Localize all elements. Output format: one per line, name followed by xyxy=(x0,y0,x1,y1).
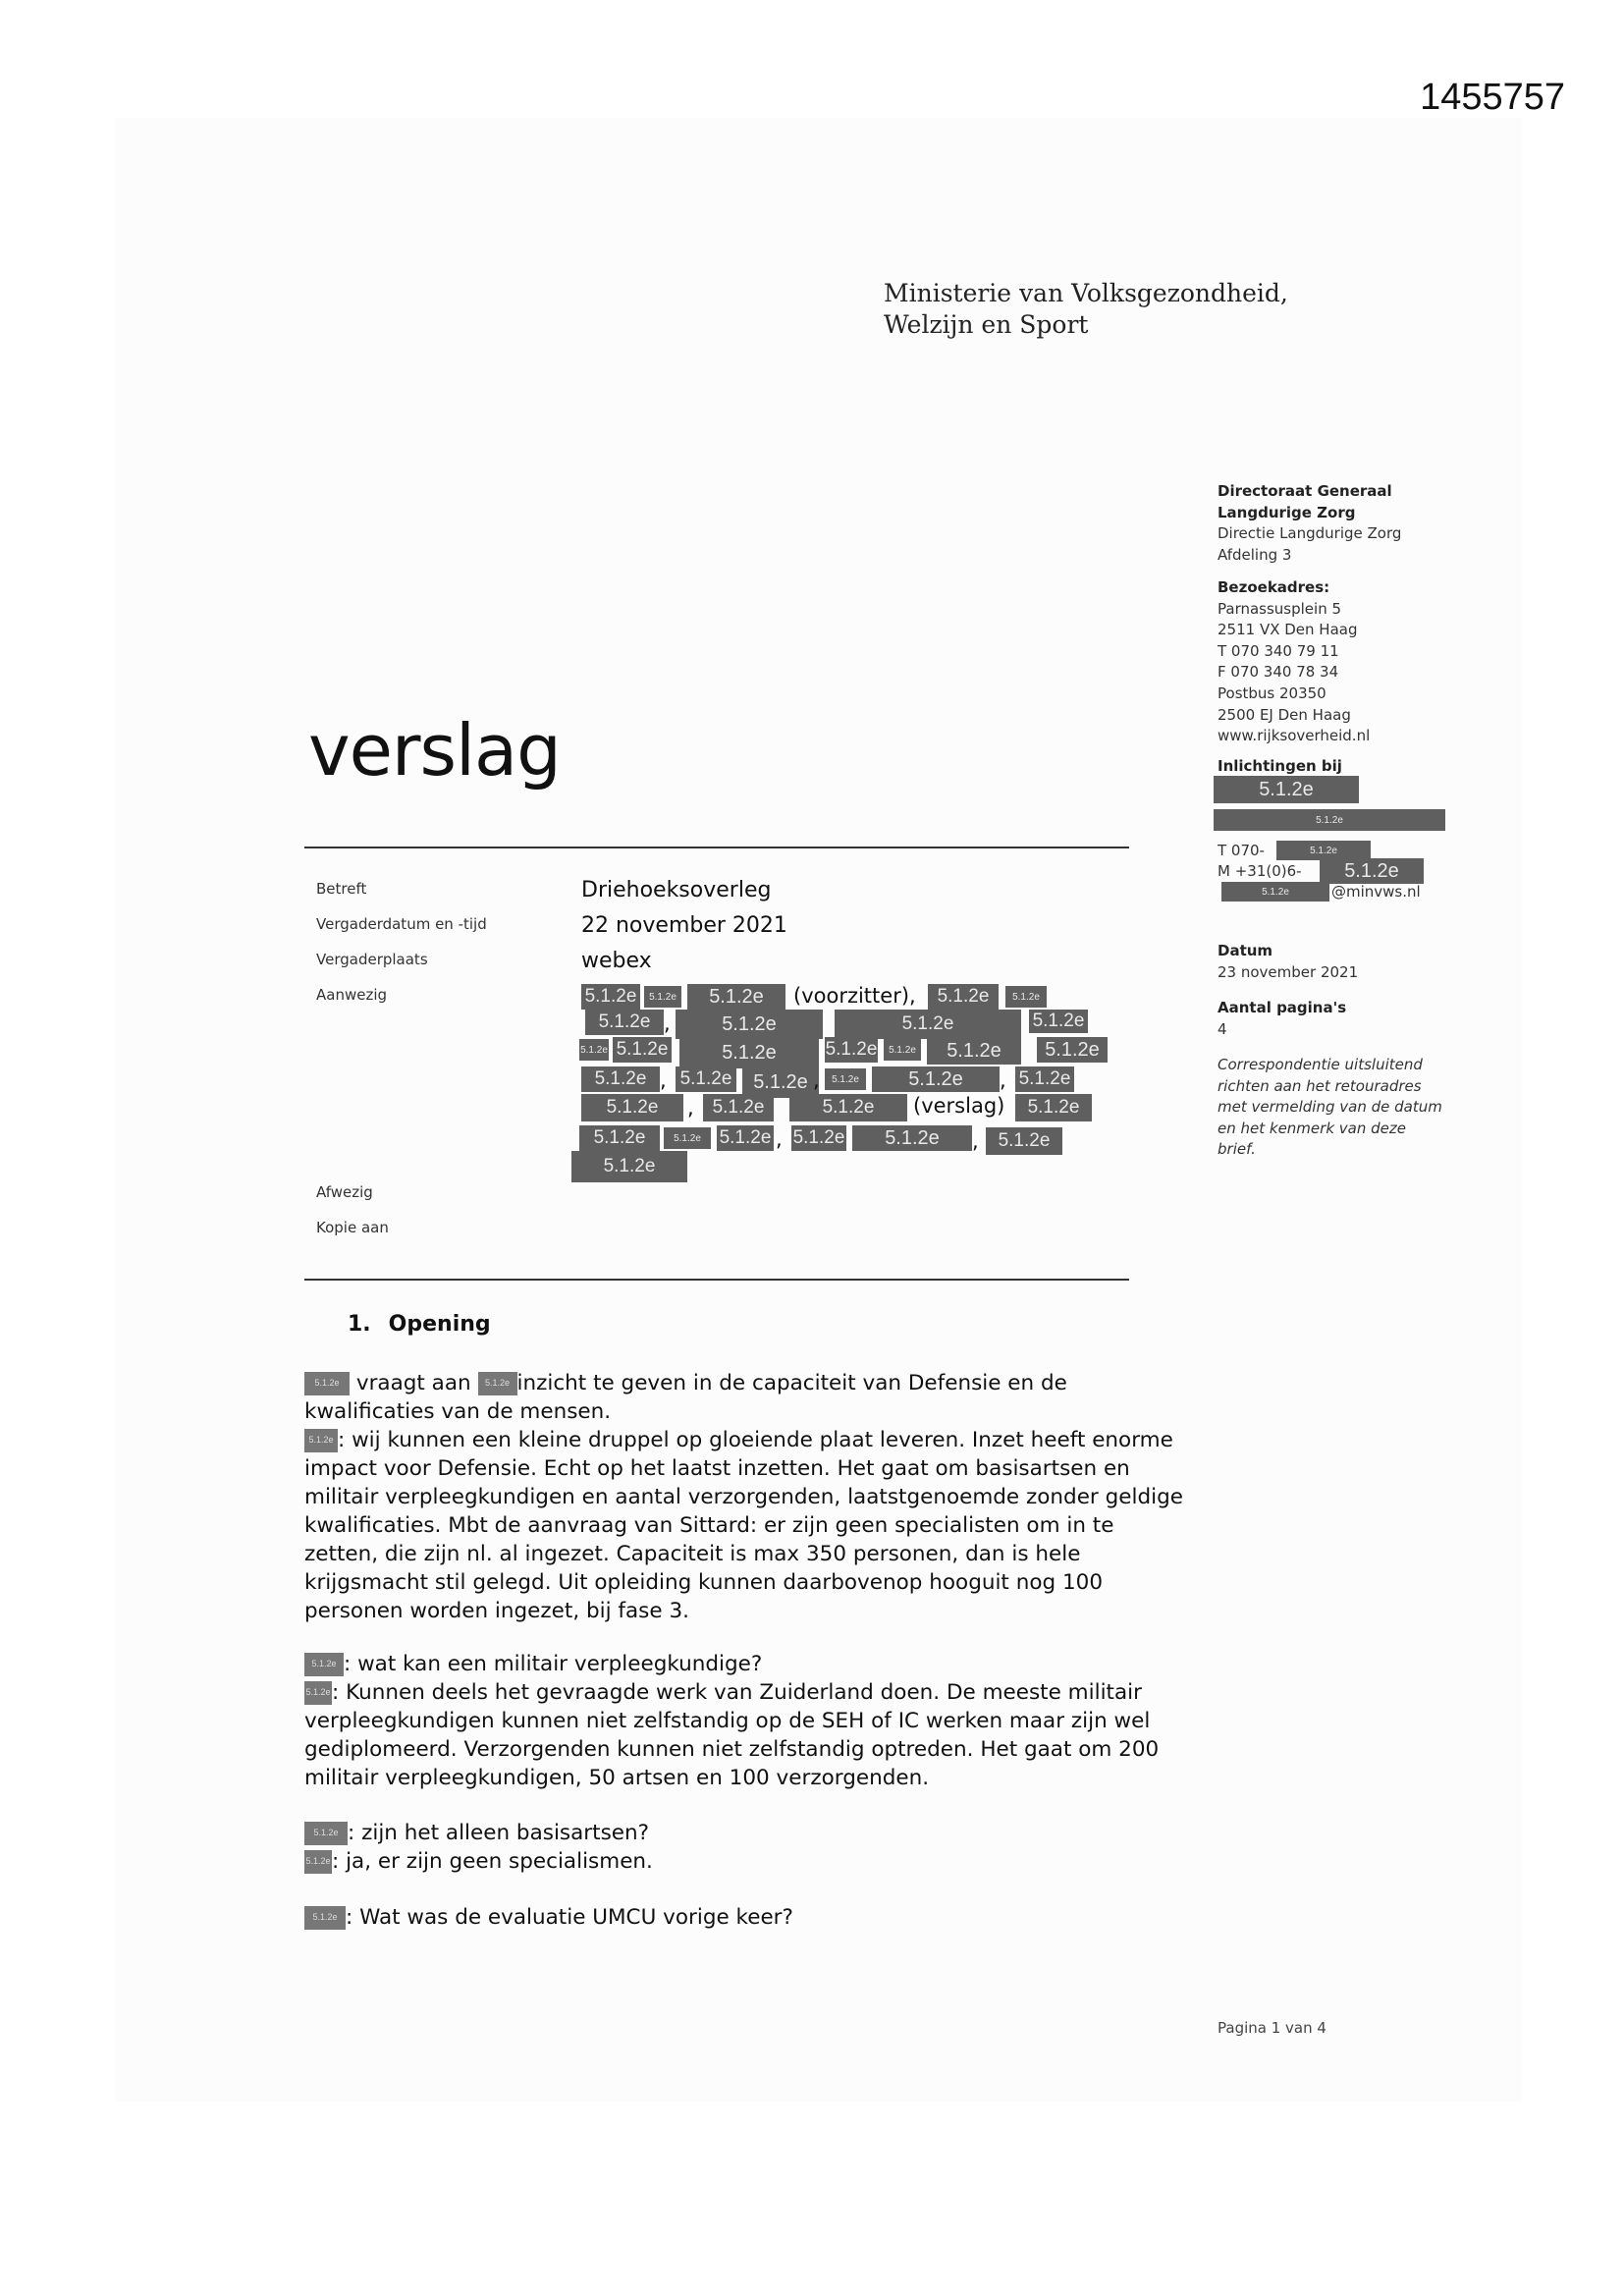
bottom-divider xyxy=(304,1279,1129,1281)
sidebar-org xyxy=(1218,481,1401,566)
contact-mobile-prefix: M +31(0)6- xyxy=(1218,862,1302,880)
redaction: 5.1.2e xyxy=(676,1066,736,1092)
redaction: 5.1.2e xyxy=(1015,1094,1092,1121)
document-id: 1455757 xyxy=(1420,77,1565,118)
redaction: 5.1.2e xyxy=(687,984,785,1010)
logo-line-2: Welzijn en Sport xyxy=(884,310,1089,339)
redaction: 5.1.2e xyxy=(644,986,681,1008)
email-suffix: @minvws.nl xyxy=(1331,883,1421,901)
comma: , xyxy=(687,1096,694,1120)
value-plaats: webex xyxy=(581,949,652,973)
section-heading xyxy=(348,1312,491,1337)
datum-label: Datum xyxy=(1218,942,1273,959)
contact-phone-prefix: T 070- xyxy=(1218,842,1265,859)
comma: , xyxy=(972,1129,979,1153)
paginas-value: 4 xyxy=(1218,1019,1227,1038)
corr-line-4: en het kenmerk van deze xyxy=(1218,1119,1406,1137)
sidebar-date xyxy=(1218,941,1358,983)
redaction: 5.1.2e xyxy=(1015,1066,1074,1092)
comma: , xyxy=(1000,1068,1006,1092)
sidebar-address xyxy=(1218,577,1370,747)
label-kopie: Kopie aan xyxy=(316,1219,389,1236)
redaction: 5.1.2e xyxy=(1320,858,1424,884)
corr-line-1: Correspondentie uitsluitend xyxy=(1218,1056,1423,1073)
redaction: 5.1.2e xyxy=(1029,1010,1088,1033)
redaction: 5.1.2e xyxy=(742,1066,819,1098)
redaction: 5.1.2e xyxy=(585,1010,664,1035)
label-afwezig: Afwezig xyxy=(316,1183,373,1201)
redaction: 5.1.2e xyxy=(571,1151,687,1182)
phone: T 070 340 79 11 xyxy=(1218,641,1339,660)
bezoekadres-label: Bezoekadres: xyxy=(1218,578,1330,596)
corr-line-3: met vermelding van de datum xyxy=(1218,1098,1442,1117)
redaction: 5.1.2e xyxy=(852,1125,972,1151)
top-divider xyxy=(304,847,1129,848)
redaction: 5.1.2e xyxy=(928,984,999,1010)
redaction: 5.1.2e xyxy=(304,1822,348,1845)
redaction: 5.1.2e xyxy=(703,1094,774,1121)
label-betreft: Betreft xyxy=(316,880,367,898)
page-footer: Pagina 1 van 4 xyxy=(1218,2019,1326,2037)
comma: , xyxy=(664,1011,671,1035)
address-line-1: Parnassusplein 5 xyxy=(1218,599,1342,618)
redaction: 5.1.2e xyxy=(1221,882,1329,902)
value-betreft: Driehoeksoverleg xyxy=(581,878,772,902)
redaction: 5.1.2e xyxy=(1214,809,1445,831)
redaction: 5.1.2e xyxy=(835,1010,1021,1039)
paragraph-3: 5.1.2e : zijn het alleen basisartsen? 5.1.2e: ja, er zijn geen specialismen. xyxy=(305,1821,653,1874)
redaction: 5.1.2e xyxy=(304,1906,346,1930)
redaction: 5.1.2e xyxy=(679,1037,819,1068)
ministry-logo xyxy=(884,278,1288,341)
paginas-label: Aantal pagina's xyxy=(1218,999,1347,1016)
org-line-2: Langdurige Zorg xyxy=(1218,503,1356,521)
paragraph-4: 5.1.2e : Wat was de evaluatie UMCU vorige keer? xyxy=(304,1903,1188,1932)
redaction: 5.1.2e xyxy=(581,984,640,1010)
logo-line-1: Ministerie van Volksgezondheid, xyxy=(884,279,1288,307)
comma: , xyxy=(813,1068,820,1092)
document-title: verslag xyxy=(308,709,561,792)
address-line-2: 2511 VX Den Haag xyxy=(1218,621,1358,639)
label-datum: Vergaderdatum en -tijd xyxy=(316,915,487,933)
redaction: 5.1.2e xyxy=(676,1010,823,1039)
redaction: 5.1.2e xyxy=(789,1094,907,1121)
redaction: 5.1.2e xyxy=(304,1429,338,1452)
comma: , xyxy=(660,1068,667,1092)
inlichtingen-label: Inlichtingen bij xyxy=(1218,757,1342,775)
section-title: Opening xyxy=(388,1312,491,1337)
label-aanwezig: Aanwezig xyxy=(316,986,388,1004)
paragraph-1: 5.1.2e vraagt aan 5.1.2e inzicht te geven in de capaciteit van Defensie en de kwalificaties van de mensen. 5.1.2e : wij kunnen een kleine druppel op gloeiende plaat leveren. Inzet heeft enorme impact voor Defensie. Echt op het laatst inzetten. Het gaat om basisartsen en militair verpleegkundigen en aantal verzorgenden, laatstgenoemde zonder geldige kwalificaties. Mbt de aanvraag van Sittard: er zijn geen specialisten om in te zetten, die zijn nl. al ingezet. Capaciteit is max 350 personen, dan is hele krijgsmacht stil gelegd. Uit opleiding kunnen daarbovenop hooguit nog 100 personen worden ingezet, bij fase 3. xyxy=(304,1371,1183,1623)
redaction: 5.1.2e xyxy=(791,1125,846,1151)
redaction: 5.1.2e xyxy=(579,1125,660,1151)
redaction: 5.1.2e xyxy=(884,1039,921,1061)
redaction: 5.1.2e xyxy=(1276,841,1371,860)
redaction: 5.1.2e xyxy=(613,1037,672,1063)
comma: , xyxy=(776,1127,783,1151)
datum-value: 23 november 2021 xyxy=(1218,962,1359,981)
redaction: 5.1.2e xyxy=(304,1653,344,1676)
redaction: 5.1.2e xyxy=(304,1372,350,1395)
redaction: 5.1.2e xyxy=(478,1372,517,1395)
paragraph-2: 5.1.2e : wat kan een militair verpleegkundige? 5.1.2e: Kunnen deels het gevraagde werk van Zuiderland doen. De meeste militair verpleegkundigen kunnen niet zelfstandig op de SEH of IC werken maar zijn wel gediplomeerd. Verzorgenden kunnen niet zelfstandig optreden. Het gaat om 200 militair verpleegkundigen, 50 artsen en 100 verzorgenden. xyxy=(304,1652,1160,1790)
redaction: 5.1.2e xyxy=(1005,986,1047,1008)
org-line-4: Afdeling 3 xyxy=(1218,545,1292,564)
redaction: 5.1.2e xyxy=(581,1066,660,1092)
section-number: 1. xyxy=(348,1312,371,1337)
postcode: 2500 EJ Den Haag xyxy=(1218,705,1351,724)
org-line-1: Directoraat Generaal xyxy=(1218,482,1392,500)
postbus: Postbus 20350 xyxy=(1218,683,1326,702)
redaction: 5.1.2e xyxy=(1037,1037,1108,1063)
redaction: 5.1.2e xyxy=(927,1037,1021,1065)
label-plaats: Vergaderplaats xyxy=(316,951,428,968)
redaction: 5.1.2e xyxy=(581,1094,683,1121)
fax: F 070 340 78 34 xyxy=(1218,663,1339,682)
voorzitter-label: (voorzitter), xyxy=(793,984,916,1008)
redaction: 5.1.2e xyxy=(1214,776,1359,803)
redaction: 5.1.2e xyxy=(825,1037,878,1063)
verslag-label: (verslag) xyxy=(913,1094,1005,1118)
redaction: 5.1.2e xyxy=(304,1681,332,1705)
redaction: 5.1.2e xyxy=(825,1068,866,1090)
redaction: 5.1.2e xyxy=(717,1125,774,1151)
corr-line-5: brief. xyxy=(1218,1140,1256,1159)
sidebar-correspondence xyxy=(1218,1055,1442,1161)
redaction: 5.1.2e xyxy=(664,1127,711,1149)
value-datum: 22 november 2021 xyxy=(581,913,787,938)
redaction: 5.1.2e xyxy=(579,1039,609,1061)
sidebar-pages xyxy=(1218,998,1346,1040)
corr-line-2: richten aan het retouradres xyxy=(1218,1076,1422,1095)
website: www.rijksoverheid.nl xyxy=(1218,727,1371,745)
org-line-3: Directie Langdurige Zorg xyxy=(1218,524,1402,543)
redaction: 5.1.2e xyxy=(872,1066,1000,1092)
redaction: 5.1.2e xyxy=(304,1850,332,1874)
redaction: 5.1.2e xyxy=(986,1127,1062,1155)
